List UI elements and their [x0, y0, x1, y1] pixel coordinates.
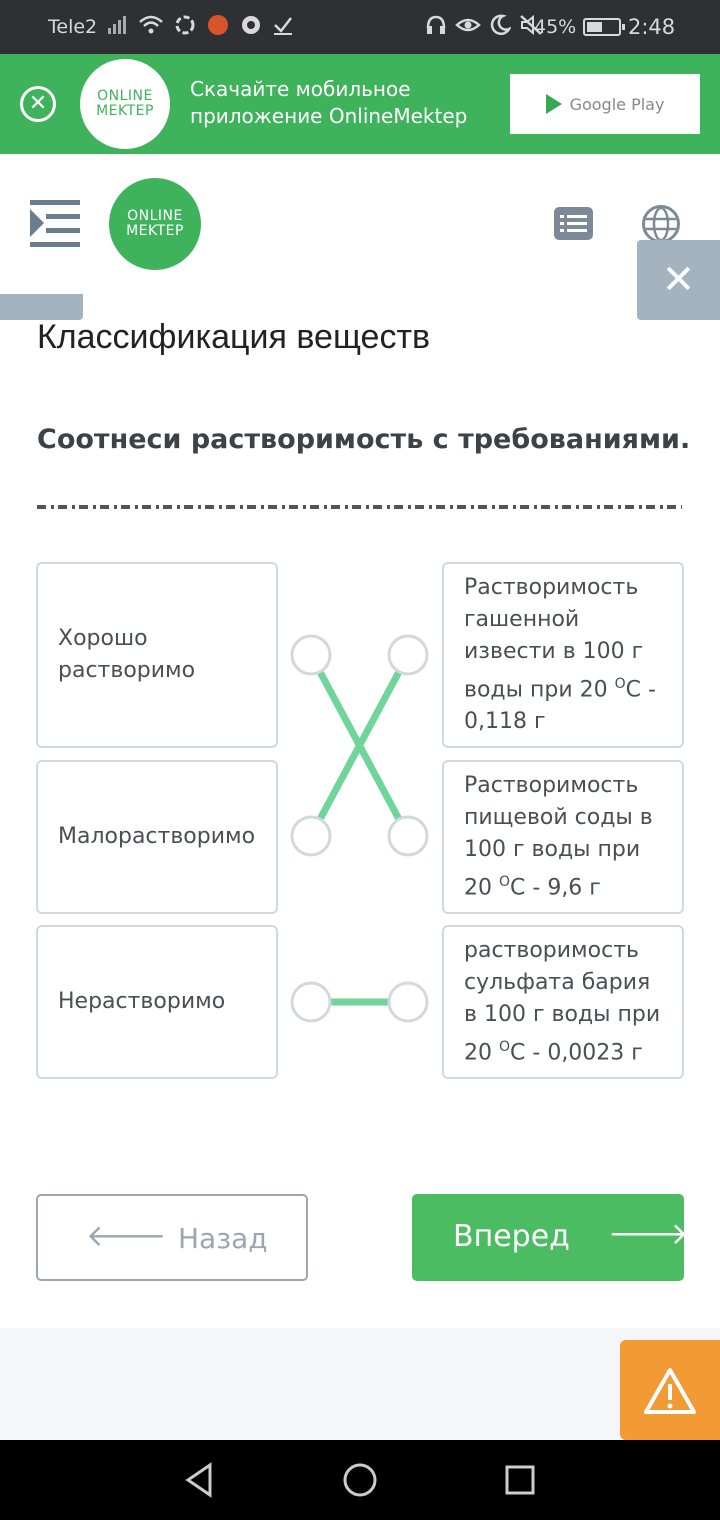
app-notification-icon — [206, 14, 230, 36]
language-globe-icon[interactable] — [642, 205, 680, 243]
status-bar — [0, 0, 720, 54]
left-option-1[interactable]: Хорошо растворимо — [36, 562, 278, 748]
right-option-1[interactable]: Растворимость гашенной извести в 100 г воды при 20 $^O$C - 0,118 г — [442, 562, 684, 748]
check-icon — [272, 14, 294, 36]
banner-logo: ONLINE MEKTEP — [80, 59, 170, 149]
next-button[interactable]: Вперед 🡒 — [412, 1194, 684, 1281]
left-connector-1[interactable] — [292, 636, 330, 674]
right-option-3[interactable]: растворимость сульфата бария в 100 г воды при 20 $^O$C - 0,0023 г — [442, 925, 684, 1079]
moon-icon — [489, 14, 511, 36]
warning-icon — [620, 1340, 720, 1440]
list-icon[interactable] — [554, 207, 593, 240]
left-option-3[interactable]: Нерастворимо — [36, 925, 278, 1079]
right-connector-2[interactable] — [389, 817, 427, 855]
status-icons-left — [106, 14, 294, 36]
match-connections — [280, 600, 440, 1040]
clock: 2:48 — [628, 15, 676, 39]
menu-toggle-icon[interactable] — [30, 200, 80, 248]
right-connector-3[interactable] — [389, 983, 427, 1021]
back-nav-icon[interactable] — [180, 1460, 220, 1500]
report-problem-button[interactable] — [620, 1340, 720, 1440]
battery-percent: 45% — [534, 16, 577, 38]
right-option-2[interactable]: Растворимость пищевой соды в 100 г воды при 20 $^O$C - 9,6 г — [442, 760, 684, 914]
left-option-2[interactable]: Малорастворимо — [36, 760, 278, 914]
headphones-icon — [425, 14, 447, 36]
site-logo[interactable]: ONLINE MEKTEP — [109, 178, 201, 270]
arrow-left-icon: 🡐 — [86, 1219, 167, 1254]
close-icon[interactable]: ✕ — [637, 240, 720, 320]
wifi-icon — [138, 14, 164, 36]
eye-icon — [455, 14, 481, 36]
back-button[interactable]: 🡐 Назад — [36, 1194, 308, 1281]
battery-icon — [583, 18, 621, 36]
android-nav-bar — [0, 1440, 720, 1520]
status-icons-right — [425, 14, 543, 36]
left-connector-3[interactable] — [292, 983, 330, 1021]
carrier-label: Tele2 — [48, 16, 98, 38]
divider — [37, 505, 682, 509]
close-banner-icon[interactable]: ✕ — [20, 86, 56, 122]
right-connector-1[interactable] — [389, 636, 427, 674]
recents-nav-icon[interactable] — [500, 1460, 540, 1500]
banner-text: Скачайте мобильное приложение OnlineMektep — [190, 77, 468, 128]
sync-icon — [174, 14, 196, 36]
home-nav-icon[interactable] — [340, 1460, 380, 1500]
google-play-icon — [546, 94, 562, 114]
footer-area — [0, 1328, 720, 1440]
left-connector-2[interactable] — [292, 817, 330, 855]
page-title: Классификация веществ — [37, 318, 431, 356]
app-promo-banner — [0, 54, 720, 154]
google-play-button[interactable]: Google Play — [510, 74, 700, 134]
record-icon — [240, 14, 262, 36]
side-tab[interactable] — [0, 294, 83, 320]
question-text: Соотнеси растворимость с требованиями. — [37, 424, 691, 455]
signal-icon — [106, 14, 128, 36]
arrow-right-icon: 🡒 — [608, 1217, 689, 1252]
